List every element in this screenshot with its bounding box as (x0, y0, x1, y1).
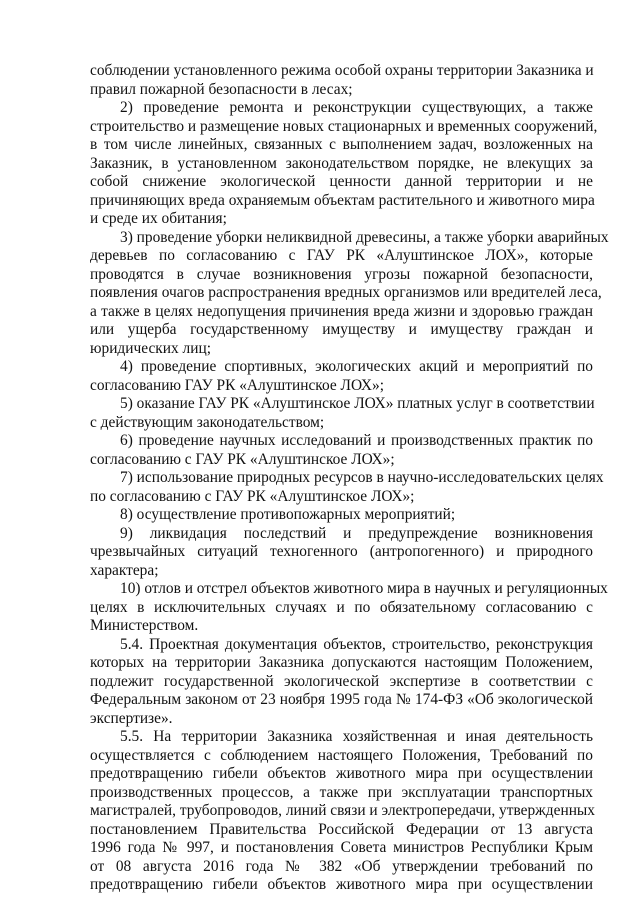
text-line: магистралей, трубопроводов, линий связи и электропередачи, утвержденных (90, 802, 595, 819)
text-line: 1996 года № 997, и постановления Совета министров Республики Крым (90, 839, 593, 856)
text-line: 3) проведение уборки неликвидной древесины, а также уборки аварийных (120, 228, 609, 246)
text-line: чрезвычайных ситуаций техногенного (антропогенного) и природного (90, 543, 593, 560)
text-line: 5.5. На территории Заказника хозяйственная и иная деятельность (120, 728, 593, 745)
text-line: юридических лиц; (90, 339, 211, 357)
text-line: 8) осуществление противопожарных мероприятий; (120, 506, 456, 523)
text-line: от 08 августа 2016 года № 382 «Об утверждении требований по (90, 857, 593, 875)
text-line: подлежит государственной экологической экспертизе в соответствии с (90, 672, 593, 690)
text-line: 4) проведение спортивных, экологических акций и мероприятий по (120, 358, 593, 375)
text-line: или ущерба государственному имуществу и имуществу граждан и (90, 321, 593, 338)
document-body (90, 62, 609, 895)
text-line: целях в исключительных случаях и по обязательному согласованию с (90, 598, 593, 616)
text-line: предотвращению гибели объектов животного мира при осуществлении (90, 876, 593, 893)
text-line: причиняющих вреда охраняемым объектам растительного и животного мира (90, 191, 595, 209)
text-line: правил пожарной безопасности в лесах; (90, 80, 353, 98)
text-line: Министерством. (90, 617, 199, 634)
text-line: 7) использование природных ресурсов в научно-исследовательских целях (120, 469, 604, 486)
text-line: производственных процессов, а также при эксплуатации транспортных (90, 783, 593, 801)
text-line: проводятся в случае возникновения угрозы пожарной безопасности, (90, 265, 593, 283)
text-line: осуществляется с соблюдением настоящего Положения, Требований по (90, 746, 593, 764)
text-line: в том числе линейных, связанных с выполнением задач, возложенных на (90, 136, 593, 153)
text-line: экспертизе». (90, 709, 173, 727)
text-line: появления очагов распространения вредных организмов или вредителей леса, (90, 284, 602, 301)
text-line: 5.4. Проектная документация объектов, строительство, реконструкция (120, 635, 593, 653)
text-line: по согласованию с ГАУ РК «Алуштинское ЛОХ»; (90, 487, 415, 505)
text-line: с действующим законодательством; (90, 413, 325, 431)
text-line: Федеральным законом от 23 ноября 1995 года № 174-ФЗ «Об экологической (90, 691, 593, 708)
text-line: 5) оказание ГАУ РК «Алуштинское ЛОХ» платных услуг в соответствии (120, 395, 595, 412)
text-line: 6) проведение научных исследований и производственных практик по (120, 432, 593, 449)
text-line: постановлением Правительства Российской Федерации от 13 августа (90, 820, 593, 838)
text-line: собой снижение экологической ценности данной территории и не (90, 173, 593, 190)
text-line: характера; (90, 561, 159, 579)
text-line: согласованию с ГАУ РК «Алуштинское ЛОХ»; (90, 450, 395, 468)
text-line: 10) отлов и отстрел объектов животного мира в научных и регуляционных (120, 580, 608, 597)
text-line: которых на территории Заказника допускаются настоящим Положением, (90, 654, 593, 671)
text-line: 2) проведение ремонта и реконструкции существующих, а также (120, 99, 593, 116)
text-line: строительство и размещение новых стационарных и временных сооружений, (90, 117, 598, 135)
text-line: и среде их обитания; (90, 210, 227, 227)
text-line: предотвращению гибели объектов животного мира при осуществлении (90, 765, 593, 782)
text-line: Заказник, в установленном законодательством порядке, не влекущих за (90, 154, 593, 172)
text-line: соблюдении установленного режима особой охраны территории Заказника и (90, 62, 594, 79)
text-line: согласованию ГАУ РК «Алуштинское ЛОХ»; (90, 376, 384, 394)
text-line: 9) ликвидация последствий и предупреждение возникновения (120, 524, 593, 542)
text-line: а также в целях недопущения причинения вреда жизни и здоровью граждан (90, 302, 593, 320)
text-line: деревьев по согласованию с ГАУ РК «Алуштинское ЛОХ», которые (90, 247, 593, 264)
